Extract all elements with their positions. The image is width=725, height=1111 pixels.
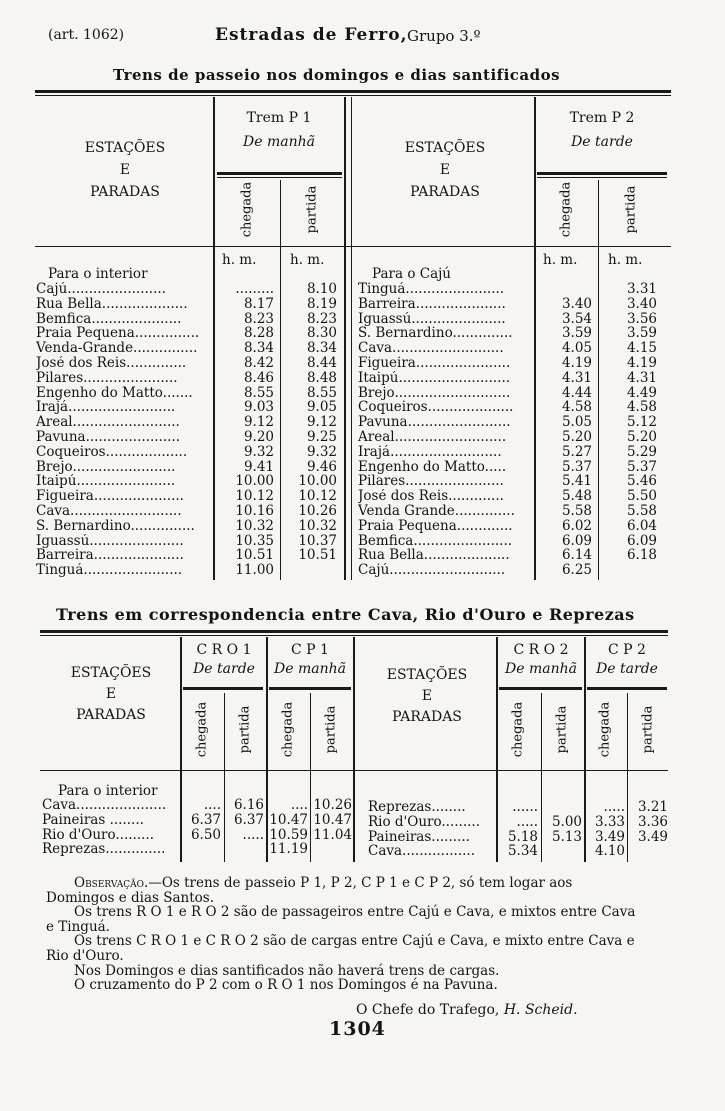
departure-time: 5.37 — [626, 459, 657, 475]
station-name: Cava.......................... — [36, 503, 182, 519]
arrival-time: 4.19 — [561, 355, 592, 371]
station-name: Pavuna........................ — [358, 415, 511, 430]
arrival-time: 6.09 — [561, 533, 592, 549]
departure-time — [599, 563, 657, 578]
arrival-time: 5.18 — [507, 829, 538, 845]
column-rule — [344, 97, 346, 580]
station-name: Irajá.......................... — [358, 444, 502, 460]
arrival-header: chegada — [510, 701, 526, 758]
arrival-time: 10.32 — [235, 518, 274, 534]
station-name: Tinguá....................... — [358, 282, 505, 297]
station-name: Brejo........................ — [36, 459, 176, 475]
arrival-time: 6.50 — [190, 827, 221, 843]
departure-time: 3.21 — [637, 800, 668, 815]
departure-time: 3.56 — [626, 311, 657, 327]
station-name: Venda-Grande............... — [36, 341, 198, 356]
train-cp2-header: C P 2 De tarde — [596, 642, 658, 677]
arrival-time: 8.42 — [243, 355, 274, 371]
unit-label: h. m. — [608, 252, 643, 268]
departure-time: 5.13 — [551, 829, 582, 845]
observation-line: Os trens C R O 1 e C R O 2 são de cargas entre Cajú e Cava, e mixto entre Cava e — [74, 933, 635, 950]
departure-header: partida — [640, 705, 656, 754]
departure-time: 4.49 — [626, 385, 657, 401]
station-list — [42, 798, 179, 857]
direction-label: Para o interior — [48, 266, 148, 282]
departure-time: 3.40 — [626, 296, 657, 312]
departure-time: 3.36 — [637, 814, 668, 830]
arrival-header: chegada — [597, 701, 613, 758]
departure-time: 10.51 — [298, 548, 337, 564]
arrival-times — [267, 798, 308, 857]
arrival-time: 9.12 — [243, 415, 274, 430]
unit-label: h. m. — [222, 252, 257, 268]
departure-time: 3.49 — [637, 829, 668, 845]
arrival-time: 5.34 — [507, 844, 538, 860]
observation-line: —Os trens de passeio P 1, P 2, C P 1 e C P 2, só tem logar aos — [148, 875, 573, 891]
arrival-time: 4.10 — [594, 844, 625, 860]
arrival-time: 3.49 — [594, 829, 625, 845]
arrival-time: 9.03 — [243, 400, 274, 416]
departure-time: 10.26 — [298, 503, 337, 519]
arrival-time: 8.46 — [243, 370, 274, 386]
departure-times — [311, 798, 352, 857]
station-name: Praia Pequena............. — [358, 518, 513, 534]
departure-time: 4.58 — [626, 400, 657, 416]
departure-time: 5.00 — [551, 814, 582, 830]
arrival-time: 10.16 — [235, 503, 274, 519]
arrival-time: .... — [290, 798, 308, 813]
station-name: Pilares....................... — [358, 474, 504, 490]
station-list — [358, 282, 533, 578]
group-label: Grupo 3.º — [407, 27, 481, 45]
divider — [587, 687, 667, 690]
arrival-time: 8.34 — [243, 341, 274, 356]
divider — [269, 687, 351, 690]
departure-time: 10.32 — [298, 518, 337, 534]
divider — [217, 177, 342, 178]
departure-time: 8.34 — [306, 341, 337, 356]
arrival-time: ..... — [516, 814, 538, 830]
departure-time: 5.58 — [626, 503, 657, 519]
station-name: José dos Reis............. — [358, 489, 504, 504]
station-name: Cajú....................... — [36, 282, 166, 297]
arrival-time: 4.44 — [561, 385, 592, 401]
arrival-header: chegada — [558, 181, 574, 238]
arrival-times — [214, 282, 274, 578]
arrival-time: ...... — [512, 800, 538, 815]
station-name: Barreira..................... — [358, 296, 506, 312]
arrival-time: .... — [203, 798, 221, 813]
arrival-time: 4.58 — [561, 400, 592, 416]
observations — [46, 876, 686, 993]
section1-title: Trens de passeio nos domingos e dias santificados — [113, 66, 561, 84]
arrival-time: 8.17 — [243, 296, 274, 312]
station-name: Bemfica....................... — [358, 533, 513, 549]
arrival-time: 10.35 — [235, 533, 274, 549]
departure-time: 8.23 — [306, 311, 337, 327]
train-cp1-header: C P 1 De manhã — [274, 642, 346, 677]
arrival-time: 8.23 — [243, 311, 274, 327]
direction-label: Para o interior — [58, 783, 158, 799]
arrival-times — [181, 798, 221, 857]
arrival-time: 9.20 — [243, 429, 274, 445]
article-reference: (art. 1062) — [48, 27, 125, 43]
station-list — [36, 282, 212, 578]
stations-header: ESTAÇÕES E PARADAS — [404, 140, 486, 200]
divider — [537, 177, 667, 178]
arrival-times — [535, 282, 592, 578]
departure-time: 5.12 — [626, 415, 657, 430]
arrival-time: 3.40 — [561, 296, 592, 312]
departure-times — [599, 282, 657, 578]
departure-times — [628, 800, 668, 859]
station-name: Brejo........................... — [358, 385, 511, 401]
departure-header: partida — [623, 185, 639, 234]
departure-times — [225, 798, 264, 857]
departure-time: 10.00 — [298, 474, 337, 490]
station-name: Praia Pequena............... — [36, 326, 200, 342]
departure-time: 10.12 — [298, 489, 337, 504]
stations-header: ESTAÇÕES E PARADAS — [386, 667, 468, 725]
departure-time: 9.46 — [306, 459, 337, 475]
station-name: Reprezas.............. — [42, 842, 166, 858]
arrival-time: 9.41 — [243, 459, 274, 475]
departure-header: partida — [237, 705, 253, 754]
stations-header: ESTAÇÕES E PARADAS — [70, 665, 152, 723]
observation-line: Rio d'Ouro. — [46, 947, 124, 964]
unit-label: h. m. — [543, 252, 578, 268]
departure-time: 8.55 — [306, 385, 337, 401]
arrival-time: 9.32 — [243, 444, 274, 460]
station-name: Barreira..................... — [36, 548, 184, 564]
arrival-time: 6.37 — [190, 812, 221, 828]
section2-title: Trens em correspondencia entre Cava, Rio d'Ouro e Reprezas — [56, 605, 635, 624]
station-name: Rio d'Ouro......... — [42, 827, 154, 843]
arrival-time: 4.05 — [561, 341, 592, 356]
station-name: Pilares...................... — [36, 370, 178, 386]
station-name: Cava..................... — [42, 798, 167, 813]
divider — [40, 770, 668, 771]
arrival-time: 3.59 — [561, 326, 592, 342]
page-number: 1304 — [329, 1018, 386, 1040]
station-name: Engenho do Matto..... — [358, 459, 507, 475]
arrival-time: 6.25 — [561, 563, 592, 578]
station-name: José dos Reis.............. — [36, 355, 187, 371]
direction-label: Para o Cajú — [372, 266, 451, 282]
departure-time: 8.10 — [306, 282, 337, 297]
departure-time: 8.44 — [306, 355, 337, 371]
arrival-time: ......... — [235, 282, 274, 297]
arrival-time: 5.20 — [561, 429, 592, 445]
departure-time: 5.20 — [626, 429, 657, 445]
departure-time: ..... — [242, 827, 264, 843]
departure-time: 8.48 — [306, 370, 337, 386]
departure-time: 9.05 — [306, 400, 337, 416]
unit-label: h. m. — [290, 252, 325, 268]
station-name: Iguassú...................... — [36, 533, 184, 549]
observation-line: e Tinguá. — [46, 918, 110, 935]
divider — [35, 246, 671, 247]
departure-header: partida — [304, 185, 320, 234]
arrival-time: 11.19 — [269, 842, 308, 858]
divider — [499, 687, 582, 690]
station-name: Rua Bella.................... — [36, 296, 188, 312]
arrival-time: 6.02 — [561, 518, 592, 534]
arrival-time: 10.12 — [235, 489, 274, 504]
departure-time: 6.09 — [626, 533, 657, 549]
divider — [35, 90, 671, 93]
observation-line: O cruzamento do P 2 com o R O 1 nos Domingos é na Pavuna. — [74, 977, 498, 994]
station-name: Itaipú....................... — [36, 474, 176, 490]
arrival-time: 10.47 — [269, 812, 308, 828]
station-name: Areal......................... — [36, 415, 180, 430]
arrival-time: 5.37 — [561, 459, 592, 475]
train-cro2-header: C R O 2 De manhã — [505, 642, 577, 677]
arrival-header: chegada — [239, 181, 255, 238]
departure-time: 9.25 — [306, 429, 337, 445]
observation-line: Nos Domingos e dias santificados não haverá trens de cargas. — [74, 962, 500, 979]
arrival-time: 11.00 — [235, 563, 274, 578]
departure-time — [311, 842, 352, 857]
departure-time — [542, 800, 582, 815]
station-name: Cava.......................... — [358, 341, 504, 356]
station-name: Cajú........................... — [358, 563, 506, 578]
arrival-time: 8.28 — [243, 326, 274, 342]
divider — [537, 172, 667, 175]
station-name: S. Bernardino............... — [36, 518, 195, 534]
arrival-time: 6.14 — [561, 548, 592, 564]
departure-time: 10.26 — [313, 798, 352, 813]
arrival-time — [535, 282, 592, 297]
arrival-time: 5.58 — [561, 503, 592, 519]
train-cro1-header: C R O 1 De tarde — [193, 642, 255, 677]
station-name: Reprezas........ — [368, 800, 466, 815]
arrival-time: 5.41 — [561, 474, 592, 490]
arrival-time: ..... — [603, 800, 625, 815]
departure-header: partida — [554, 705, 570, 754]
departure-time: 4.19 — [626, 355, 657, 371]
arrival-time: 3.54 — [561, 311, 592, 327]
departure-times — [542, 800, 582, 859]
arrival-times — [498, 800, 538, 859]
station-name: Coqueiros................... — [36, 444, 188, 460]
train-p1-header: Trem P 1 De manhã — [243, 110, 315, 150]
observation-line: Os trens R O 1 e R O 2 são de passageiros entre Cajú e Cava, e mixtos entre Cava — [74, 904, 636, 921]
divider — [183, 687, 263, 690]
departure-times — [281, 282, 337, 578]
departure-time — [281, 563, 337, 578]
departure-time: 8.30 — [306, 326, 337, 342]
departure-time: 5.29 — [626, 444, 657, 460]
departure-time — [542, 844, 582, 859]
arrival-header: chegada — [194, 701, 210, 758]
departure-time: 4.15 — [626, 341, 657, 356]
station-name: Itaipú.......................... — [358, 370, 511, 386]
arrival-time: 8.55 — [243, 385, 274, 401]
departure-time: 6.18 — [626, 548, 657, 564]
departure-time: 4.31 — [626, 370, 657, 386]
station-name: Irajá......................... — [36, 400, 176, 416]
observation-label: Observação. — [74, 875, 149, 891]
departure-time: 6.16 — [233, 798, 264, 813]
signature: O Chefe do Trafego, H. Scheid. — [356, 1002, 578, 1018]
departure-time: 10.37 — [298, 533, 337, 549]
column-rule — [351, 97, 352, 580]
departure-time — [225, 842, 264, 857]
departure-time: 6.37 — [233, 812, 264, 828]
departure-time: 5.50 — [626, 489, 657, 504]
column-rule — [353, 637, 355, 862]
station-name: Areal.......................... — [358, 429, 507, 445]
station-list — [368, 800, 495, 859]
arrival-time: 5.48 — [561, 489, 592, 504]
page-title: Estradas de Ferro, — [215, 25, 408, 45]
departure-time: 6.04 — [626, 518, 657, 534]
station-name: S. Bernardino.............. — [358, 326, 513, 342]
station-name: Tinguá....................... — [36, 563, 183, 578]
divider — [217, 172, 342, 175]
arrival-time: 10.00 — [235, 474, 274, 490]
station-name: Rio d'Ouro......... — [368, 814, 480, 830]
station-name: Figueira...................... — [358, 355, 511, 371]
station-name: Pavuna...................... — [36, 429, 180, 445]
station-name: Rua Bella.................... — [358, 548, 510, 564]
station-name: Bemfica..................... — [36, 311, 182, 327]
arrival-time: 5.05 — [561, 415, 592, 430]
station-name: Paineiras ........ — [42, 812, 144, 828]
station-name: Venda Grande.............. — [358, 503, 515, 519]
arrival-time: 4.31 — [561, 370, 592, 386]
divider — [40, 630, 668, 633]
departure-time: 5.46 — [626, 474, 657, 490]
observation-line: Domingos e dias Santos. — [46, 889, 215, 906]
arrival-times — [585, 800, 625, 859]
train-p2-header: Trem P 2 De tarde — [569, 110, 635, 150]
arrival-time: 3.33 — [594, 814, 625, 830]
departure-time: 3.31 — [626, 282, 657, 297]
station-name: Cava................. — [368, 844, 476, 860]
arrival-time: 10.59 — [269, 827, 308, 843]
departure-time: 10.47 — [313, 812, 352, 828]
departure-time: 9.12 — [306, 415, 337, 430]
departure-time: 8.19 — [306, 296, 337, 312]
departure-header: partida — [323, 705, 339, 754]
station-name: Paineiras......... — [368, 829, 470, 845]
arrival-time: 10.51 — [235, 548, 274, 564]
departure-time — [628, 844, 668, 859]
station-name: Engenho do Matto....... — [36, 385, 193, 401]
departure-time: 9.32 — [306, 444, 337, 460]
station-name: Figueira..................... — [36, 489, 184, 504]
station-name: Coqueiros.................... — [358, 400, 514, 416]
arrival-time — [181, 842, 221, 857]
divider — [40, 635, 668, 636]
departure-time: 3.59 — [626, 326, 657, 342]
departure-time: 11.04 — [313, 827, 352, 843]
arrival-header: chegada — [280, 701, 296, 758]
divider — [35, 95, 671, 96]
arrival-time: 5.27 — [561, 444, 592, 460]
station-name: Iguassú...................... — [358, 311, 506, 327]
stations-header: ESTAÇÕES E PARADAS — [84, 140, 166, 200]
